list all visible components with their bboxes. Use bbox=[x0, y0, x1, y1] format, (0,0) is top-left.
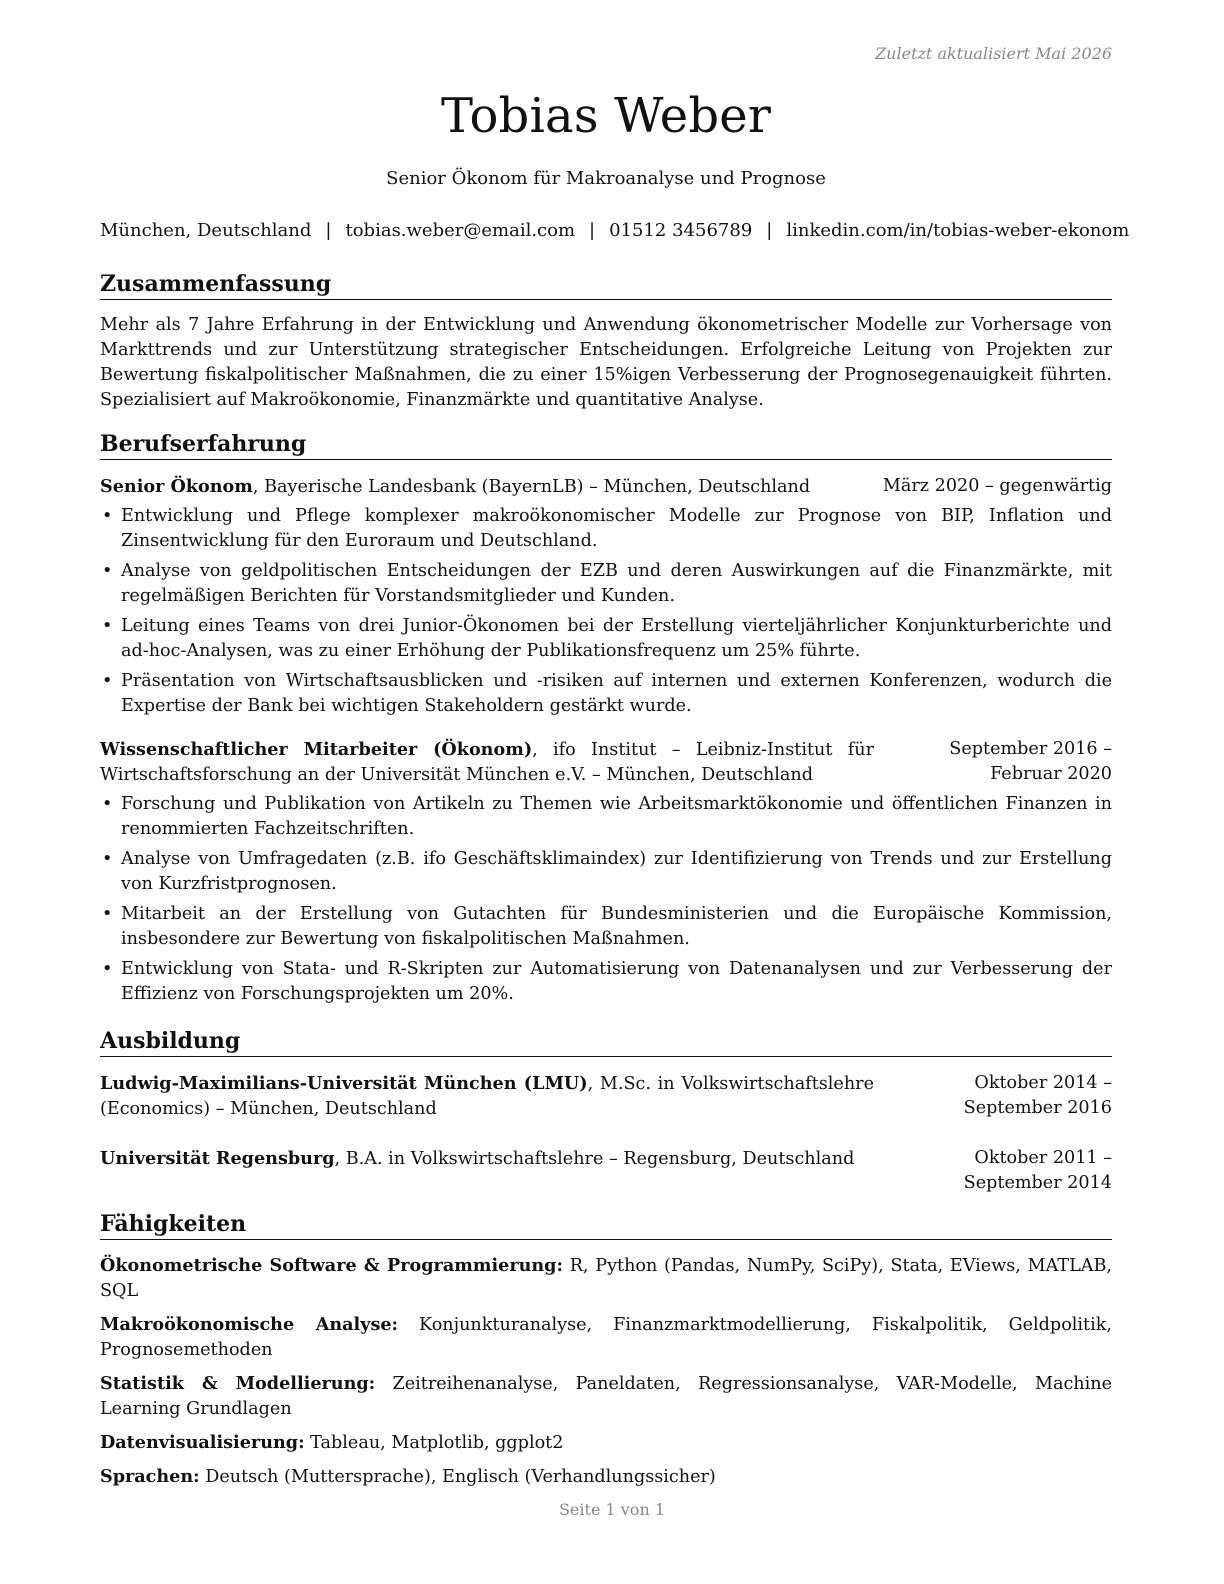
education-degree: , M.Sc. in Volkswirtschaftslehre (Economics) – München, Deutschland bbox=[100, 1074, 874, 1119]
contact-line bbox=[100, 220, 1130, 241]
job-employer: , Bayerische Landesbank (BayernLB) – München, Deutschland bbox=[252, 477, 811, 497]
job-bullet: • Entwicklung und Pflege komplexer makroökonomischer Modelle zur Prognose von BIP, Inflation und Zinsentwicklung für den Euroraum und Deutschland. bbox=[100, 504, 1112, 554]
job-bullet: • Forschung und Publikation von Artikeln zu Themen wie Arbeitsmarktökonomie und öffentlichen Finanzen in renommierten Fachzeitschriften. bbox=[100, 792, 1112, 842]
job-bullet: • Entwicklung von Stata- und R-Skripten zur Automatisierung von Datenanalysen und zur Verbesserung der Effizienz von Forschungsprojekten um 20%. bbox=[100, 957, 1112, 1007]
job-bullet: • Analyse von Umfragedaten (z.B. ifo Geschäftsklimaindex) zur Identifizierung von Trends und zur Erstellung von Kurzfristprognosen. bbox=[100, 847, 1112, 897]
contact-separator: | bbox=[325, 220, 332, 241]
summary-section bbox=[100, 270, 1112, 413]
skill-line bbox=[100, 1312, 1112, 1363]
job-bullet: • Mitarbeit an der Erstellung von Gutachten für Bundesministerien und die Europäische Kommission, insbesondere zur Bewertung von fiskalpolitischen Maßnahmen. bbox=[100, 902, 1112, 952]
education-entry bbox=[100, 1146, 1112, 1196]
summary-text: Mehr als 7 Jahre Erfahrung in der Entwicklung und Anwendung ökonometrischer Modelle zur Vorhersage von Markttrends und zur Unterstützung strategischer Entscheidungen. Erfolgreiche Leitung von Projekten zur Bewertung fiskalpolitischer Maßnahmen, die zu einer 15%igen Verbesserung der Prognosegenauigkeit führten. Spezialisiert auf Makroökonomie, Finanzmärkte und quantitative Analyse. bbox=[100, 315, 1112, 410]
job-bullet: • Analyse von geldpolitischen Entscheidungen der EZB und deren Auswirkungen auf die Finanzmärkte, mit regelmäßigen Berichten für Vorstandsmitglieder und Kunden. bbox=[100, 559, 1112, 609]
last-updated: Zuletzt aktualisiert Mai 2026 bbox=[875, 44, 1112, 63]
education-header bbox=[100, 1146, 1112, 1196]
job-entry bbox=[100, 474, 1112, 719]
education-school: Universität Regensburg bbox=[100, 1148, 335, 1169]
skill-value: Konjunkturanalyse, Finanzmarktmodellierung, Fiskalpolitik, Geldpolitik, Prognosemethoden bbox=[100, 1315, 1112, 1360]
job-entry bbox=[100, 737, 1112, 1007]
skill-line bbox=[100, 1253, 1112, 1304]
contact-phone: 01512 3456789 bbox=[609, 220, 753, 241]
education-section bbox=[100, 1027, 1112, 1196]
contact-email[interactable]: tobias.weber@email.com bbox=[345, 220, 576, 241]
skill-label: Sprachen: bbox=[100, 1466, 200, 1487]
education-degree: , B.A. in Volkswirtschaftslehre – Regensburg, Deutschland bbox=[334, 1149, 855, 1169]
skill-line bbox=[100, 1430, 1112, 1456]
job-header bbox=[100, 737, 1112, 788]
contact-linkedin[interactable]: linkedin.com/in/tobias-weber-ekonom bbox=[786, 220, 1130, 241]
skill-label: Statistik & Modellierung: bbox=[100, 1373, 376, 1394]
skill-label: Ökonometrische Software & Programmierung: bbox=[100, 1255, 563, 1276]
experience-section bbox=[100, 430, 1112, 1012]
job-header bbox=[100, 474, 1112, 500]
skill-value: Tableau, Matplotlib, ggplot2 bbox=[304, 1433, 564, 1453]
skill-value: Deutsch (Muttersprache), Englisch (Verhandlungssicher) bbox=[199, 1467, 716, 1487]
page-number: Seite 1 von 1 bbox=[558, 1500, 666, 1519]
job-dates: März 2020 – gegenwärtig bbox=[882, 476, 1112, 496]
skill-line bbox=[100, 1464, 1112, 1490]
education-school: Ludwig-Maximilians-Universität München (LMU) bbox=[100, 1073, 588, 1094]
candidate-name: Tobias Weber bbox=[440, 88, 772, 144]
job-bullets bbox=[100, 504, 1112, 719]
contact-separator: | bbox=[589, 220, 596, 241]
job-bullets bbox=[100, 792, 1112, 1007]
job-bullet: • Präsentation von Wirtschaftsausblicken und -risiken auf internen und externen Konferenzen, wodurch die Expertise der Bank bei wichtigen Stakeholdern gestärkt wurde. bbox=[100, 669, 1112, 719]
section-title-summary: Zusammenfassung bbox=[100, 270, 1112, 300]
contact-location: München, Deutschland bbox=[100, 220, 312, 241]
job-dates: September 2016 – Februar 2020 bbox=[949, 739, 1112, 784]
section-title-experience: Berufserfahrung bbox=[100, 430, 1112, 460]
skill-value: R, Python (Pandas, NumPy, SciPy), Stata, EViews, MATLAB, SQL bbox=[100, 1256, 1113, 1301]
skill-label: Datenvisualisierung: bbox=[100, 1432, 305, 1453]
job-employer: , ifo Institut – Leibniz-Institut für Wirtschaftsforschung an der Universität München e.V. – München, Deutschland bbox=[100, 740, 874, 785]
section-title-skills: Fähigkeiten bbox=[100, 1210, 1112, 1240]
candidate-title: Senior Ökonom für Makroanalyse und Prognose bbox=[386, 168, 826, 189]
skill-line bbox=[100, 1371, 1112, 1422]
education-dates: Oktober 2011 – September 2014 bbox=[963, 1148, 1112, 1193]
contact-separator: | bbox=[766, 220, 773, 241]
skill-label: Makroökonomische Analyse: bbox=[100, 1314, 399, 1335]
job-bullet: • Leitung eines Teams von drei Junior-Ökonomen bei der Erstellung vierteljährlicher Konjunkturberichte und ad-hoc-Analysen, was zu einer Erhöhung der Publikationsfrequenz um 25% führte. bbox=[100, 614, 1112, 664]
job-role: Senior Ökonom bbox=[100, 476, 253, 497]
education-header bbox=[100, 1071, 1112, 1122]
section-title-education: Ausbildung bbox=[100, 1027, 1112, 1057]
education-dates: Oktober 2014 – September 2016 bbox=[963, 1073, 1112, 1118]
skill-value: Zeitreihenanalyse, Paneldaten, Regressionsanalyse, VAR-Modelle, Machine Learning Grundlagen bbox=[100, 1374, 1113, 1419]
education-entry bbox=[100, 1071, 1112, 1122]
job-role: Wissenschaftlicher Mitarbeiter (Ökonom) bbox=[100, 739, 533, 760]
skills-section bbox=[100, 1210, 1112, 1490]
